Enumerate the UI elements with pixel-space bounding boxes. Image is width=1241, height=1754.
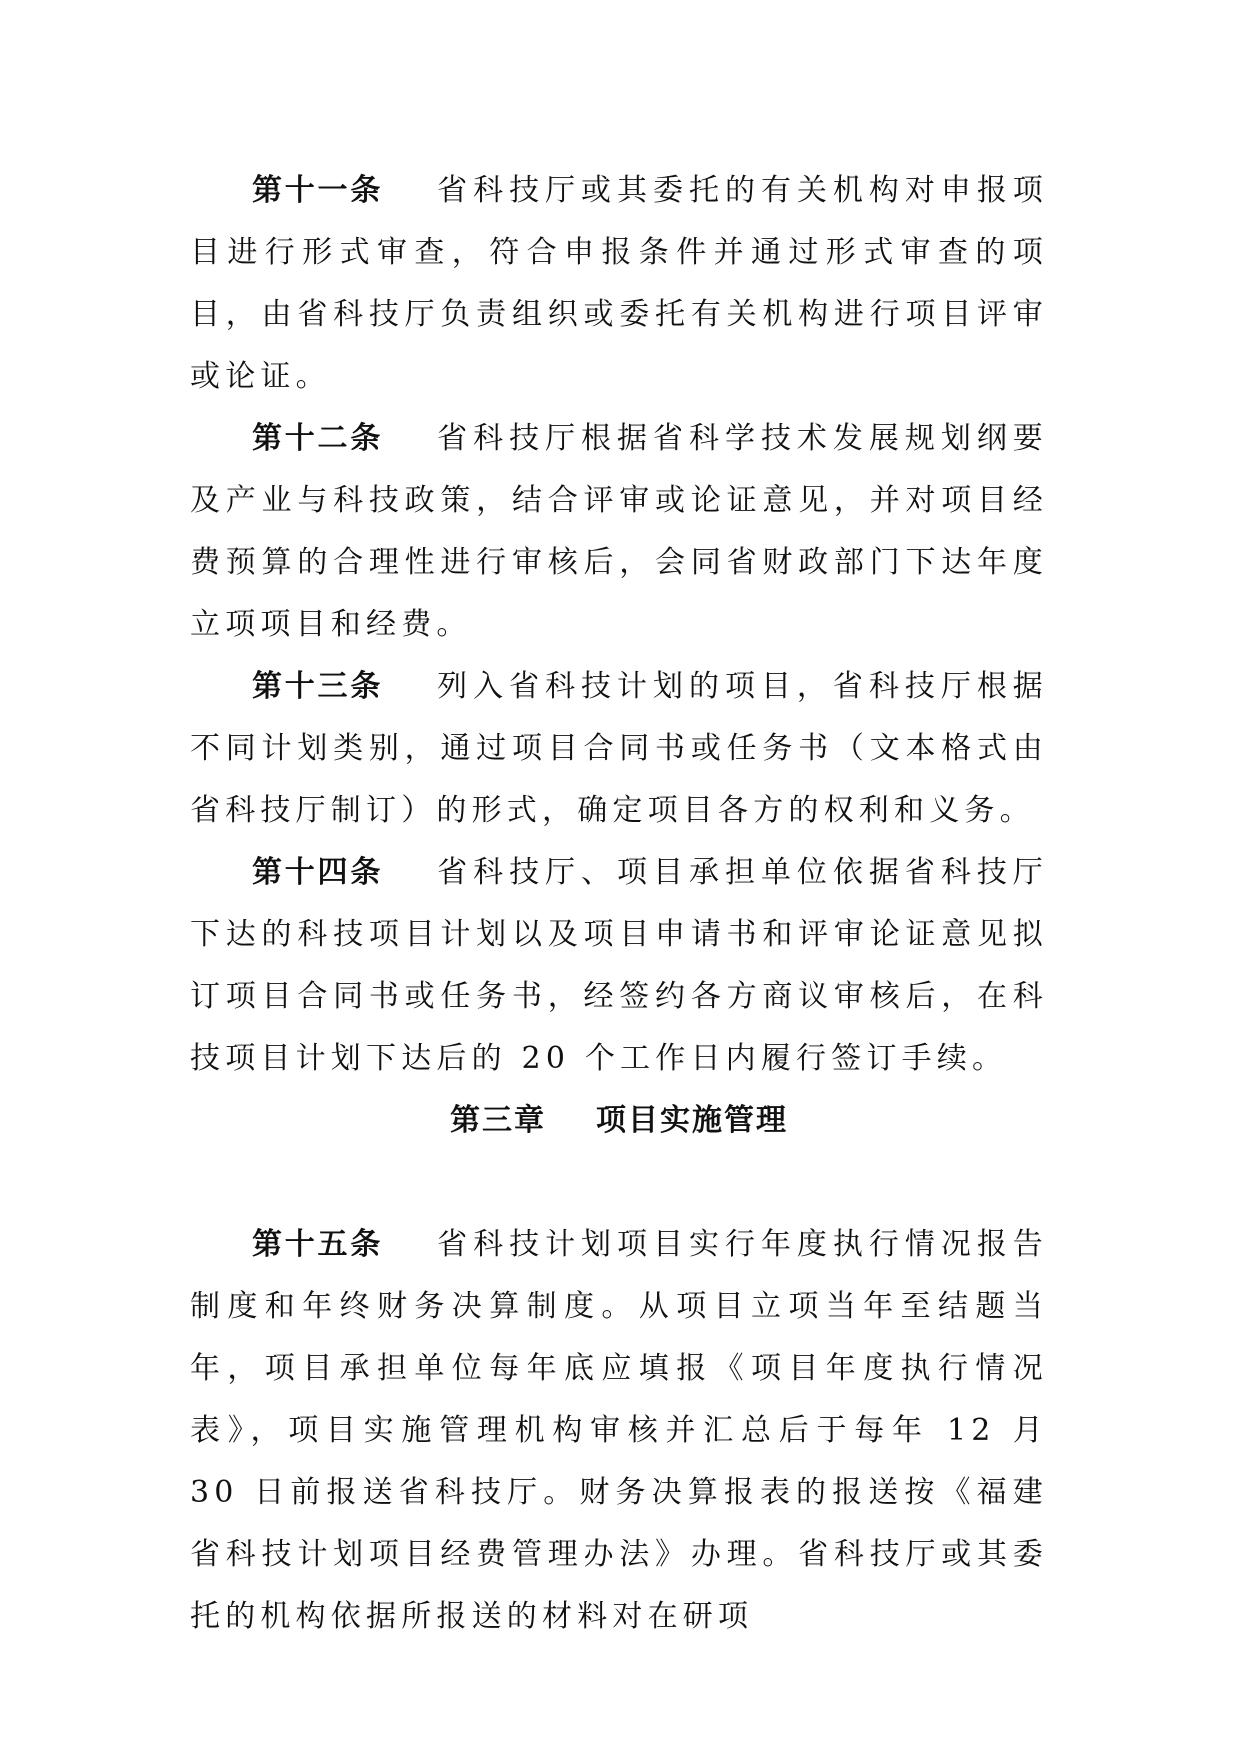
chapter-title: 项目实施管理 <box>596 1103 788 1138</box>
chapter-heading <box>190 1090 1048 1152</box>
article-15 <box>190 1214 1048 1648</box>
article-text: 省科技厅根据省科学技术发展规划纲要及产业与科技政策，结合评审或论证意见，并对项目经费预算的合理性进行审核后，会同省财政部门下达年度立项项目和经费。 <box>190 421 1048 642</box>
article-11 <box>190 160 1048 408</box>
document-page <box>190 160 1048 1648</box>
article-label: 第十四条 <box>252 855 384 890</box>
chapter-number: 第三章 <box>450 1103 546 1138</box>
article-text: 省科技厅或其委托的有关机构对申报项目进行形式审查，符合申报条件并通过形式审查的项目，由省科技厅负责组织或委托有关机构进行项目评审或论证。 <box>190 173 1048 394</box>
article-label: 第十二条 <box>252 421 384 456</box>
article-label: 第十五条 <box>252 1227 384 1262</box>
article-12 <box>190 408 1048 656</box>
article-text: 省科技厅、项目承担单位依据省科技厅下达的科技项目计划以及项目申请书和评审论证意见拟订项目合同书或任务书，经签约各方商议审核后，在科技项目计划下达后的 20 个工作日内履行签订手续。 <box>190 855 1048 1076</box>
article-label: 第十三条 <box>252 669 384 704</box>
article-13 <box>190 656 1048 842</box>
article-14 <box>190 842 1048 1090</box>
article-text: 列入省科技计划的项目，省科技厅根据不同计划类别，通过项目合同书或任务书（文本格式由省科技厅制订）的形式，确定项目各方的权利和义务。 <box>190 669 1048 828</box>
article-text: 省科技计划项目实行年度执行情况报告制度和年终财务决算制度。从项目立项当年至结题当年，项目承担单位每年底应填报《项目年度执行情况表》，项目实施管理机构审核并汇总后于每年 12 月 30 日前报送省科技厅。财务决算报表的报送按《福建省科技计划项目经费管理办法》办理。省科技厅或其委托的机构依据所报送的材料对在研项 <box>190 1227 1048 1634</box>
article-label: 第十一条 <box>252 173 384 208</box>
